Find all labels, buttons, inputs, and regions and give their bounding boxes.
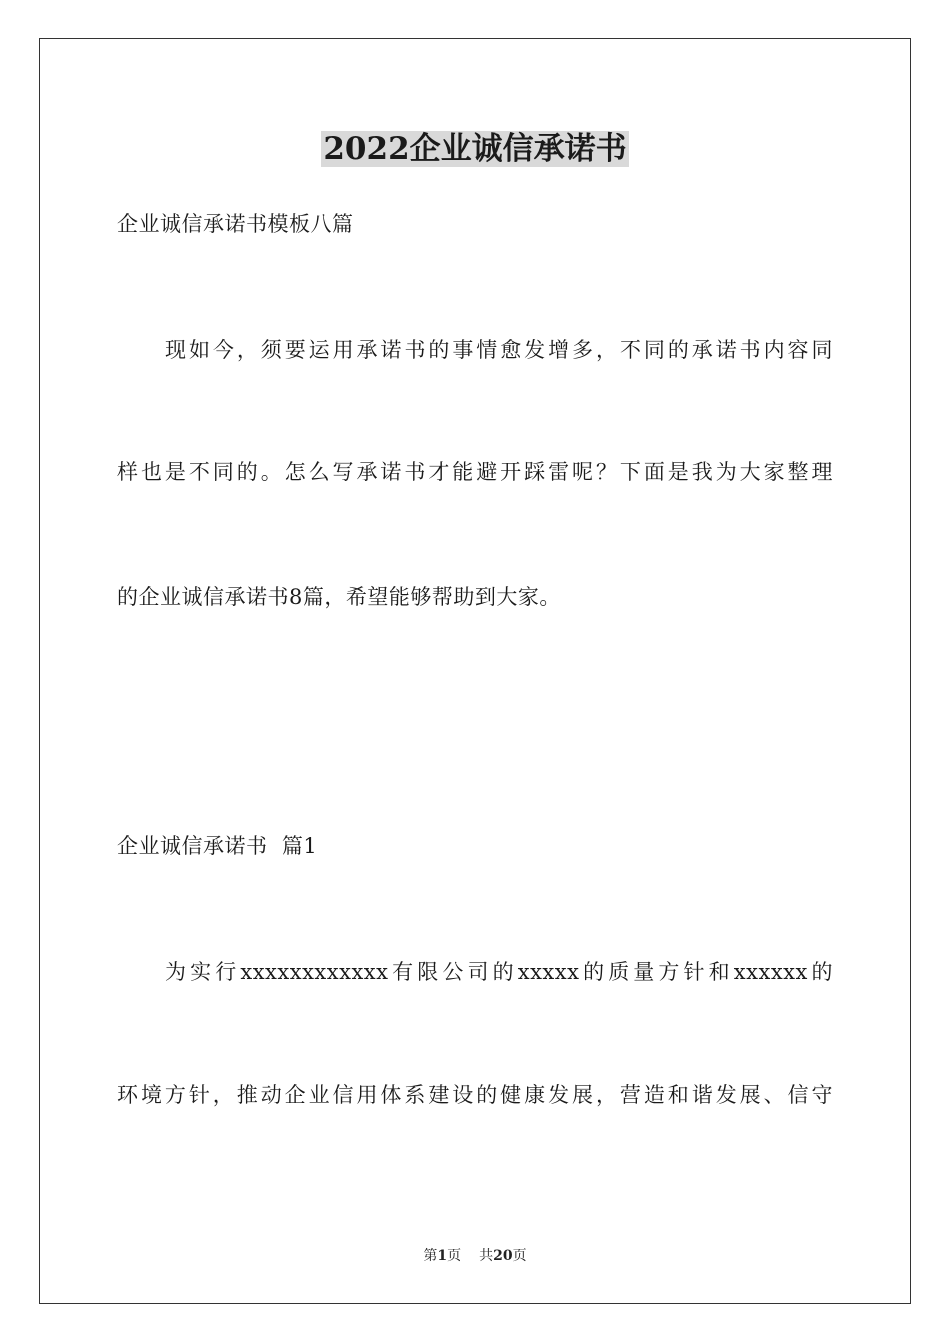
footer-page-suffix: 页 [447, 1248, 462, 1264]
footer-total-pages: 20 [493, 1248, 513, 1264]
footer-page-number: 1 [437, 1248, 448, 1264]
footer-page-prefix: 第 [423, 1248, 438, 1264]
page-footer [0, 1246, 950, 1266]
document-title-text: 2022企业诚信承诺书 [323, 131, 627, 167]
section-heading: 企业诚信承诺书 篇1 [117, 834, 318, 858]
section-line-2: 环境方针，推动企业信用体系建设的健康发展，营造和谐发展、信守 [117, 1083, 833, 1107]
footer-total-prefix: 共 [479, 1248, 494, 1264]
section-line-1: 为实行xxxxxxxxxxxx有限公司的xxxxx的质量方针和xxxxxx的 [165, 960, 833, 984]
intro-line-1: 现如今，须要运用承诺书的事情愈发增多，不同的承诺书内容同 [165, 338, 833, 362]
document-subtitle: 企业诚信承诺书模板八篇 [117, 212, 354, 236]
intro-line-3: 的企业诚信承诺书8篇，希望能够帮助到大家。 [117, 585, 561, 609]
document-title [0, 126, 950, 172]
footer-total-suffix: 页 [512, 1248, 527, 1264]
intro-line-2: 样也是不同的。怎么写承诺书才能避开踩雷呢？下面是我为大家整理 [117, 460, 833, 484]
